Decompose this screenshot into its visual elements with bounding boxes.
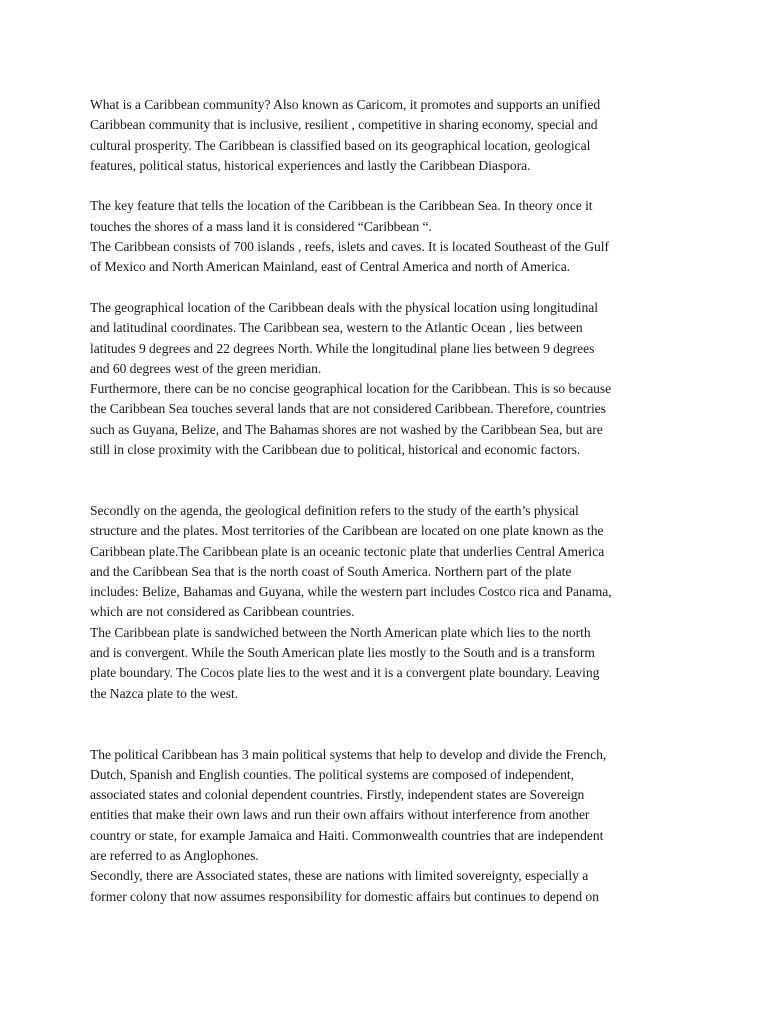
text-line: plate boundary. The Cocos plate lies to the west and it is a convergent plate boundary. Leaving [90, 665, 600, 681]
text-line: cultural prosperity. The Caribbean is classified based on its geographical location, geological [90, 137, 591, 153]
text-line: which are not considered as Caribbean countries. [90, 604, 355, 620]
text-line: of Mexico and North American Mainland, east of Central America and north of America. [90, 259, 571, 275]
paragraph-spacer [90, 176, 690, 196]
text-line: Secondly, there are Associated states, these are nations with limited sovereignty, especially a [90, 868, 589, 884]
text-line: the Caribbean Sea touches several lands that are not considered Caribbean. Therefore, countries [90, 401, 606, 417]
text-line: includes: Belize, Bahamas and Guyana, while the western part includes Costco rica and Panama, [90, 584, 612, 600]
text-line: such as Guyana, Belize, and The Bahamas shores are not washed by the Caribbean Sea, but are [90, 421, 603, 437]
paragraph-spacer [90, 278, 690, 298]
text-line: The key feature that tells the location of the Caribbean is the Caribbean Sea. In theory once it [90, 198, 593, 214]
paragraph-spacer [90, 704, 690, 745]
text-line: The political Caribbean has 3 main political systems that help to develop and divide the French, [90, 746, 607, 762]
text-line: and the Caribbean Sea that is the north coast of South America. Northern part of the plate [90, 563, 572, 579]
text-line: Secondly on the agenda, the geological definition refers to the study of the earth’s physical [90, 502, 579, 518]
text-line: What is a Caribbean community? Also known as Caricom, it promotes and supports an unified [90, 97, 601, 112]
text-line: structure and the plates. Most territories of the Caribbean are located on one plate known as the [90, 523, 604, 539]
paragraph-geological-definition [90, 501, 690, 704]
text-line: Dutch, Spanish and English counties. The political systems are composed of independent, [90, 766, 574, 782]
text-line: and 60 degrees west of the green meridian. [90, 360, 322, 376]
paragraph-caribbean-sea [90, 196, 690, 277]
paragraph-spacer [90, 460, 690, 501]
paragraph-caricom-intro [90, 95, 690, 176]
text-line: country or state, for example Jamaica and Haiti. Commonwealth countries that are independent [90, 827, 604, 843]
paragraph-political-caribbean [90, 745, 690, 907]
text-line: Caribbean plate.The Caribbean plate is an oceanic tectonic plate that underlies Central America [90, 543, 605, 559]
text-line: The Caribbean consists of 700 islands , reefs, islets and caves. It is located Southeast of the Gulf [90, 239, 609, 255]
text-line: touches the shores of a mass land it is considered “Caribbean “. [90, 218, 432, 234]
text-line: still in close proximity with the Caribbean due to political, historical and economic factors. [90, 442, 581, 458]
text-line: associated states and colonial dependent countries. Firstly, independent states are Sovereign [90, 787, 585, 803]
text-line: Caribbean community that is inclusive, resilient , competitive in sharing economy, special and [90, 117, 598, 133]
text-line: The Caribbean plate is sandwiched between the North American plate which lies to the north [90, 624, 591, 640]
text-line: latitudes 9 degrees and 22 degrees North. While the longitudinal plane lies between 9 degrees [90, 340, 595, 356]
text-line: and is convergent. While the South American plate lies mostly to the South and is a transform [90, 645, 595, 661]
document-page [90, 95, 690, 907]
text-line: features, political status, historical experiences and lastly the Caribbean Diaspora. [90, 157, 531, 173]
text-line: entities that make their own laws and run their own affairs without interference from another [90, 807, 590, 823]
text-line: are referred to as Anglophones. [90, 847, 259, 863]
text-line: The geographical location of the Caribbean deals with the physical location using longitudinal [90, 299, 598, 315]
text-line: former colony that now assumes responsibility for domestic affairs but continues to depend on [90, 888, 599, 904]
paragraph-geographical-location [90, 298, 690, 460]
text-line: and latitudinal coordinates. The Caribbean sea, western to the Atlantic Ocean , lies between [90, 320, 583, 336]
text-line: the Nazca plate to the west. [90, 685, 239, 701]
text-line: Furthermore, there can be no concise geographical location for the Caribbean. This is so because [90, 381, 612, 397]
